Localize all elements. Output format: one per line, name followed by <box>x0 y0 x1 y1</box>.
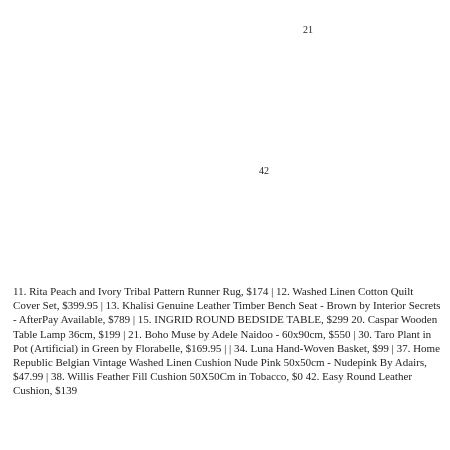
item-marker-42: 42 <box>259 166 269 177</box>
item-marker-21: 21 <box>303 25 313 36</box>
product-list-caption: 11. Rita Peach and Ivory Tribal Pattern Runner Rug, $174 | 12. Washed Linen Cotton Quilt Cover Set, $399.95 | 13. Khalisi Genuine Leather Timber Bench Seat - Brown by Interior Secrets - AfterPay Available, $789 | 15. INGRID ROUND BEDSIDE TABLE, $299 20. Caspar Wooden Table Lamp 36cm, $199 | 21. Boho Muse by Adele Naidoo - 60x90cm, $550 | 30. Taro Plant in Pot (Artificial) in Green by Florabelle, $169.95 | | 34. Luna Hand-Woven Basket, $99 | 37. Home Republic Belgian Vintage Washed Linen Cushion Nude Pink 50x50cm - Nudepink By Adairs, $47.99 | 38. Willis Feather Fill Cushion 50X50Cm in Tobacco, $0 42. Easy Round Leather Cushion, $139 <box>13 286 441 398</box>
